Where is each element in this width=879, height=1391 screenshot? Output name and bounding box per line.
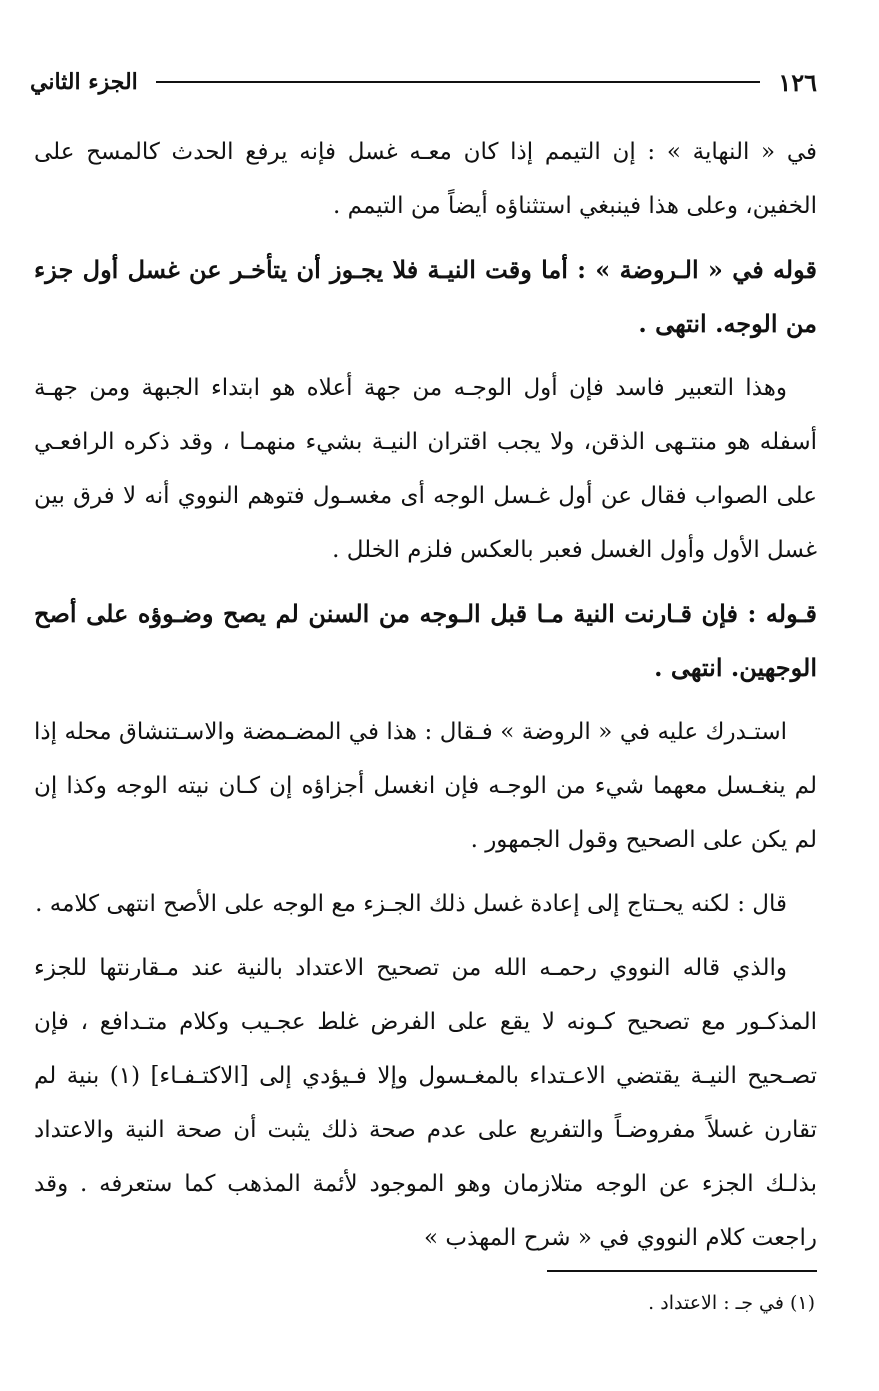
paragraph: استـدرك عليه في « الروضة » فـقال : هذا في المضـمضة والاسـتنشاق محله إذا لم ينغـسل معهما شيء من الوجـه فإن انغسل أجزاؤه إن كـان نيته الوجه وكذا إن لم يكن على الصحيح وقول الجمهور . (34, 719, 817, 853)
main-text (34, 125, 817, 1275)
header-rule (156, 81, 761, 83)
footnote-rule (547, 1270, 817, 1272)
paragraph: وهذا التعبير فاسد فإن أول الوجـه من جهة أعلاه هو ابتداء الجبهة ومن جهـة أسفله هو منتـهى الذقن، ولا يجب اقتران النيـة بشيء منهمـا ، وقد ذكره الرافعـي على الصواب فقال عن أول غـسل الوجه أى مغسـول فتوهم النووي أنه لا فرق بين غسل الأول وأول الغسل فعبر بالعكس فلزم الخلل . (34, 375, 817, 563)
page-number: ١٢٦ (778, 67, 817, 97)
footnote: (١) في جـ : الاعتداد . (648, 1292, 815, 1314)
running-title: الجزء الثاني (30, 69, 138, 95)
quoted-heading-paragraph: قـوله : فإن قـارنت النية مـا قبل الـوجه من السنن لم يصح وضـوؤه على أصح الوجهين. انتهى . (34, 599, 817, 682)
paragraph: والذي قاله النووي رحمـه الله من تصحيح الاعتداد بالنية عند مـقارنتها للجزء المذكـور مع تصحيح كـونه لا يقع على الفرض غلط عجـيب وكلام متـدافع ، فإن تصـحيح النيـة يقتضي الاعـتداء بالمغـسول وإلا فـيؤدي إلى [الاكتـفـاء] (١) بنية لم تقارن غسلاً مفروضـاً والتفريع على عدم صحة ذلك يثبت أن صحة النية والاعتداد بذلـك الجزء عن الوجه متلازمان وهو الموجود لأئمة المذهب كما ستعرفه . وقد راجعت كلام النووي في « شرح المهذب » (34, 955, 817, 1251)
paragraph: في « النهاية » : إن التيمم إذا كان معـه غسل فإنه يرفع الحدث كالمسح على الخفين، وعلى هذا فينبغي استثناؤه أيضاً من التيمم . (34, 139, 817, 219)
quoted-heading-paragraph: قوله في « الـروضة » : أما وقت النيـة فلا يجـوز أن يتأخـر عن غسل أول جزء من الوجه. انتهى . (34, 255, 817, 338)
page-header (30, 62, 817, 102)
paragraph: قال : لكنه يحـتاج إلى إعادة غسل ذلك الجـزء مع الوجه على الأصح انتهى كلامه . (35, 891, 787, 917)
